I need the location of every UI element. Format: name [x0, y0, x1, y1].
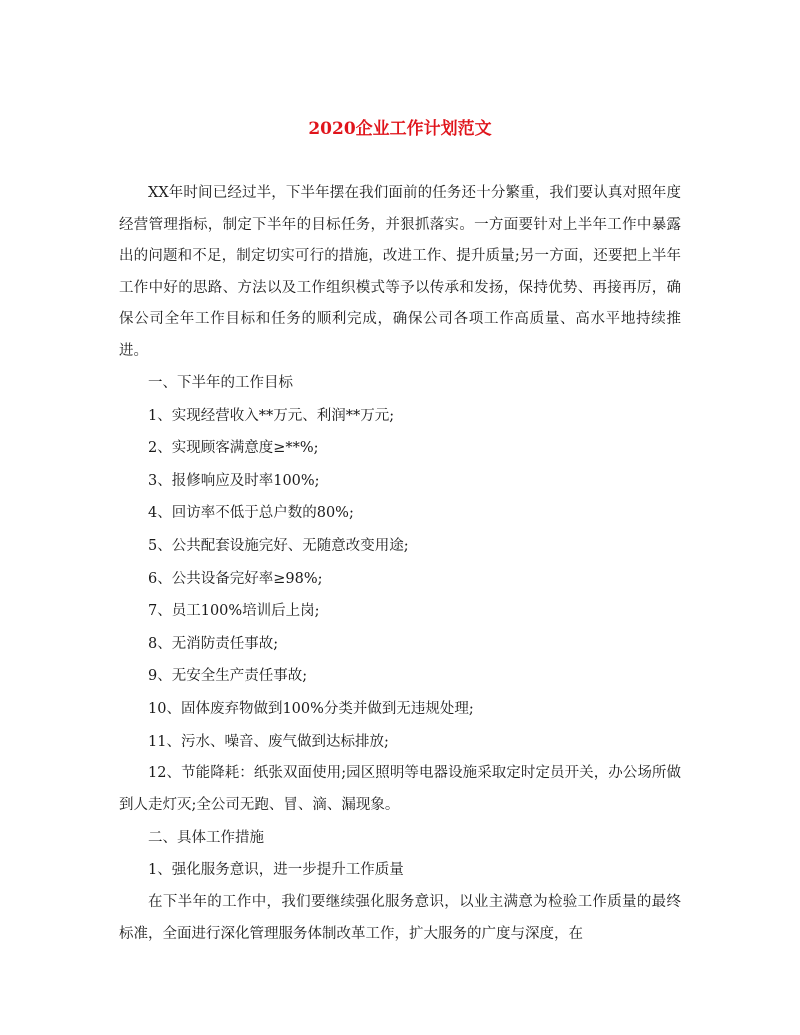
section-heading-goals: 一、下半年的工作目标: [148, 375, 293, 391]
goal-item: 7、员工100%培训后上岗;: [148, 603, 320, 620]
goal-item: 11、污水、噪音、废气做到达标排放;: [148, 733, 389, 750]
section-heading-measures: 二、具体工作措施: [148, 829, 264, 846]
goal-item: 1、实现经营收入**万元、利润**万元;: [148, 407, 395, 424]
goal-item: 5、公共配套设施完好、无随意改变用途;: [148, 537, 409, 554]
intro-paragraph: XX年时间已经过半，下半年摆在我们面前的任务还十分繁重，我们要认真对照年度经营管理指标，制定下半年的目标任务，并狠抓落实。一方面要针对上半年工作中暴露出的问题和不足，制定切实可行的措施，改进工作、提升质量;另一方面，还要把上半年工作中好的思路、方法以及工作组织模式等予以传承和发扬，保持优势、再接再厉，确保公司全年工作目标和任务的顺利完成，确保公司各项工作高质量、高水平地持续推进。: [119, 185, 681, 359]
goal-item: 12、节能降耗：纸张双面使用;园区照明等电器设施采取定时定员开关，办公场所做到人走灯灭;全公司无跑、冒、滴、漏现象。: [119, 765, 681, 813]
goal-item: 9、无安全生产责任事故;: [148, 668, 308, 685]
goal-item: 4、回访率不低于总户数的80%;: [148, 505, 354, 522]
document-body: [119, 178, 681, 951]
goal-item: 2、实现顾客满意度≥**%;: [148, 440, 319, 457]
measure-paragraph: 在下半年的工作中，我们要继续强化服务意识，以业主满意为检验工作质量的最终标准，全面进行深化管理服务体制改革工作，扩大服务的广度与深度，在: [119, 893, 681, 942]
goal-item: 3、报修响应及时率100%;: [148, 472, 320, 489]
goal-item: 6、公共设备完好率≥98%;: [148, 570, 323, 587]
goal-item: 8、无消防责任事故;: [148, 635, 279, 652]
document-title: 2020企业工作计划范文: [308, 119, 492, 139]
goal-item: 10、固体废弃物做到100%分类并做到无违规处理;: [148, 700, 474, 717]
measure-heading: 1、强化服务意识，进一步提升工作质量: [148, 862, 404, 879]
